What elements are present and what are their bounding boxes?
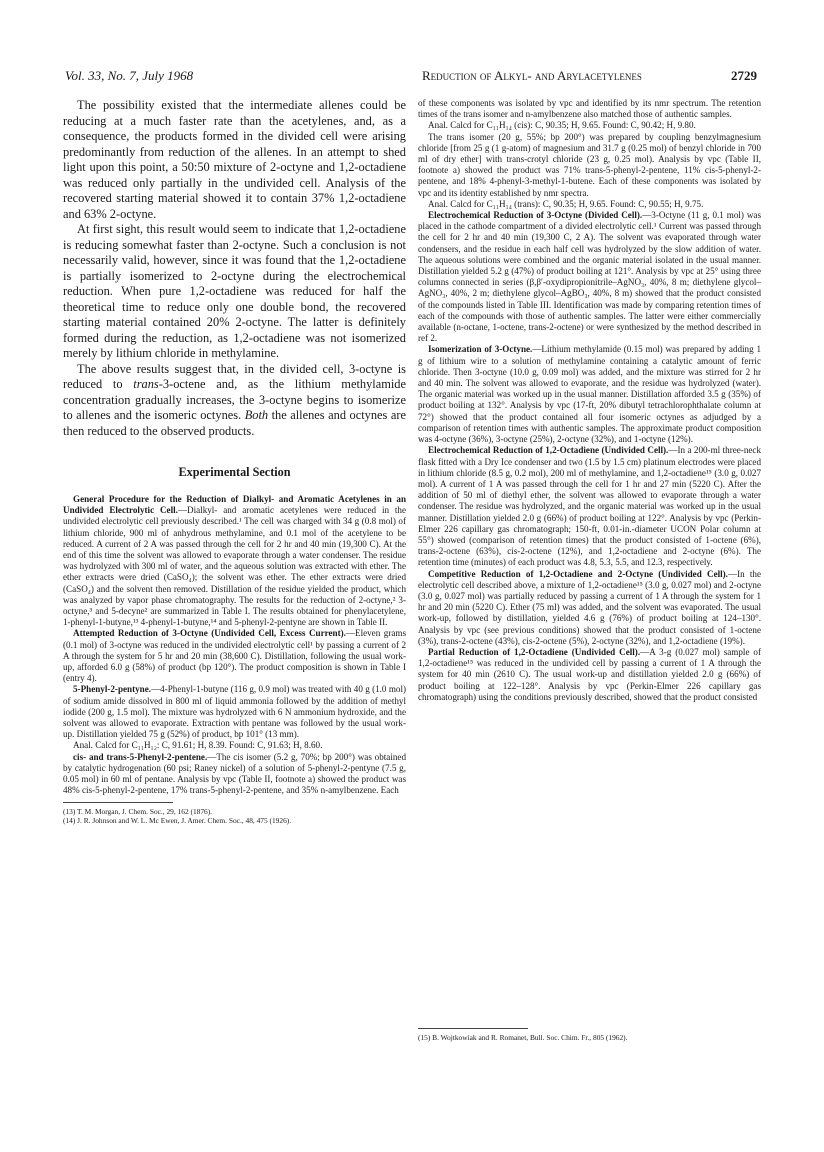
- paragraph: Electrochemical Reduction of 3-Octyne (Divided Cell).—3-Octyne (11 g, 0.1 mol) was placed in the cathode compartment of a divided electrolytic cell.¹ Current was passed through the cell for 2 hr and 40 min (19,300 C, 2 A). The solvent was evaporated through water condensers, and the residue in each half cell was hydrolyzed by the slow addition of water. The aqueous solutions were combined and the organic material isolated in the usual manner. Distillation yielded 5.2 g (47%) of product boiling at 121°. Analysis by vpc at 25° using three columns connected in series (β,β′-oxydipropionitrile–AgNO₃, 40%, 8 m; diethylene glycol–AgNO₃, 40%, 2 m; diethylene glycol–AgBO₃, 40%, 8 m) showed that the product consisted of the compounds listed in Table III. Identification was made by comparing retention times of each of the compounds with those of authentic samples. The latter were either commercially available (n-octane, 1-octene, trans-2-octene) or were synthesized by the method described in ref 2.: [418, 210, 761, 344]
- experimental-text: [63, 494, 406, 796]
- analysis-line: Anal. Calcd for C₁₁H₁₄ (cis): C, 90.35; H, 9.65. Found: C, 90.42; H, 9.80.: [428, 120, 696, 131]
- paragraph: of these components was isolated by vpc and identified by its nmr spectrum. The retention times of the trans isomer and n-amylbenzene also matched those of authentic samples.: [418, 98, 761, 120]
- paragraph: Competitive Reduction of 1,2-Octadiene and 2-Octyne (Undivided Cell).—In the electrolytic cell described above, a mixture of 1,2-octadiene¹⁵ (3.0 g, 0.027 mol) and 2-octyne (3.0 g, 0.027 mol) was partially reduced by passing a current of 1 A through the system for 1 hr and 20 min (5220 C). Ether (75 ml) was added, and the solvent was evaporated. The usual work-up, followed by distillation, yielded 4.6 g (76%) of product boiling at 124–130°. Analysis by vpc (see previous conditions) showed that the product consisted of 1-octene (3%), trans-2-octene (43%), cis-2-octene (5%), 2-octyne (32%), and 1,2-octadiene (19%).: [418, 568, 761, 646]
- paragraph: Isomerization of 3-Octyne.—Lithium methylamide (0.15 mol) was prepared by adding 1 g of lithium wire to a solution of methylamine containing a catalytic amount of ferric chloride. Then 3-octyne (10.0 g, 0.09 mol) was added, and the mixture was stirred for 2 hr and 40 min. The solvent was allowed to evaporate, and the residue was hydrolyzed (water). The organic material was worked up in the usual manner. Distillation afforded 3.5 g (35%) of product boiling at 132°. Analysis by vpc (17-ft, 20% dibutyl tetrachlorophthalate column at 72°) showed that the product contained all four isomeric octynes as adjudged by a comparison of retention times with authentic samples. The approximate product composition was 4-octyne (36%), 3-octyne (25%), 2-octyne (32%), and 1-octyne (12%).: [418, 344, 761, 445]
- footnote: (15) B. Wojtkowiak and R. Romanet, Bull. Soc. Chim. Fr., 805 (1962).: [418, 1033, 628, 1042]
- analysis-line: Anal. Calcd for C₁₁H₁₄ (trans): C, 90.35; H, 9.65. Found: C, 90.55; H, 9.75.: [428, 198, 704, 209]
- left-column: [63, 98, 406, 825]
- paragraph: The possibility existed that the intermediate allenes could be reducing at a much faster rate than the acetylenes, and, as a consequence, the products formed in the divided cell were arising predominantly from reduction of the allenes. In an attempt to shed light upon this point, a 50:50 mixture of 2-octyne and 1,2-octadiene was reduced only partially in the undivided cell. Analysis of the recovered starting material showed it to contain 37% 1,2-octadiene and 63% 2-octyne.: [63, 98, 406, 221]
- running-header: [422, 68, 757, 84]
- right-footnote-area: [418, 1022, 761, 1042]
- running-title: Reduction of Alkyl- and Arylacetylenes: [422, 68, 642, 83]
- page-number: 2729: [731, 68, 757, 83]
- paragraph: cis- and trans-5-Phenyl-2-pentene.—The cis isomer (5.2 g, 70%; bp 200°) was obtained by catalytic hydrogenation (60 psi; Raney nickel) of a solution of 5-phenyl-2-pentyne (7.5 g, 0.05 mol) in 60 ml of pentane. Analysis by vpc (Table II, footnote a) showed the product was 48% cis-5-phenyl-2-pentene, 17% trans-5-phenyl-2-pentene, and 35% n-amylbenzene. Each: [63, 751, 406, 796]
- paragraph: 5-Phenyl-2-pentyne.—4-Phenyl-1-butyne (116 g, 0.9 mol) was treated with 40 g (1.0 mol) of sodium amide dissolved in 800 ml of liquid ammonia followed by the addition of methyl iodide (200 g, 1.5 mol). The mixture was hydrolyzed with 6 N ammonium hydroxide, and the solvent was allowed to evaporate. Extraction with pentane was followed by the usual work-up. Distillation yielded 75 g (52%) of product, bp 101° (13 mm).: [63, 684, 406, 740]
- paragraph: Electrochemical Reduction of 1,2-Octadiene (Undivided Cell).—In a 200-ml three-neck flask fitted with a Dry Ice condenser and two (1.5 by 1.5 cm) platinum electrodes were placed in lithium chloride (8.5 g, 0.2 mol), 200 ml of methylamine, and 1,2-octadiene¹⁵ (3.0 g, 0.027 mol). A current of 1 A was passed through the cell for 1 hr and 27 min (5220 C). After the addition of 50 ml of diethyl ether, the solvent was allowed to evaporate through a water condenser. The residue was hydrolyzed, and the organic material was worked up in the usual manner. Distillation yielded 2.0 g (66%) of product boiling at 122°. Analysis by vpc (Perkin-Elmer 226 capillary gas chromatograph; 150-ft, 0.01-in.-diameter UCON Polar column at 55°) showed (comparison of retention times) that the product consisted of 1-octene (6%), trans-2-octene (63%), cis-2-octene (12%), and 1,2-octadiene and 2-octyne (6%). The retention time (minutes) of each product was 4.8, 5.3, 5.5, and 12.3, respectively.: [418, 445, 761, 568]
- analysis-line: Anal. Calcd for C₁₁H₁₂: C, 91.61; H, 8.39. Found: C, 91.63; H, 8.60.: [73, 740, 323, 751]
- paragraph: Partial Reduction of 1,2-Octadiene (Undivided Cell).—A 3-g (0.027 mol) sample of 1,2-octadiene¹⁵ was reduced in the undivided cell by passing a current of 1 A through the system for 40 min (2610 C). The usual work-up and distillation yielded 2.0 g (66%) of product boiling at 122–128°. Analysis by vpc (Perkin-Elmer 226 capillary gas chromatograph) using the conditions previously described, showed that the product consisted: [418, 646, 761, 702]
- paragraph: At first sight, this result would seem to indicate that 1,2-octadiene is reducing somewhat faster than 2-octyne. Such a conclusion is not necessarily valid, however, since it was found that the 1,2-octadiene is partially isomerized to 2-octyne during the electrochemical reduction. When pure 1,2-octadiene was reduced for half the theoretical time to reduce only one double bond, the recovered starting material contained 20% 2-octyne. The latter is definitely formed during the reduction, as 1,2-octadiene was not isomerized merely by lithium chloride in methylamine.: [63, 222, 406, 360]
- paragraph: The above results suggest that, in the divided cell, 3-octyne is reduced to trans-3-octene and, as the lithium methylamide concentration gradually increases, the 3-octyne begins to isomerize to allenes and the isomeric octynes. Both the allenes and octynes are then reduced to the observed products.: [63, 361, 406, 438]
- footnotes: [418, 1033, 761, 1042]
- paragraph: Attempted Reduction of 3-Octyne (Undivided Cell, Excess Current).—Eleven grams (0.1 mol) of 3-octyne was reduced in the undivided electrolytic cell¹ by passing a current of 2 A through the system for 5 hr and 20 min (38,600 C). Distillation, following the usual work-up, afforded 6.0 g (58%) of product (bp 120°). The product composition is shown in Table I (entry 4).: [63, 628, 406, 684]
- volume-header: Vol. 33, No. 7, July 1968: [65, 68, 194, 83]
- footnote-rule: [418, 1028, 528, 1029]
- footnote: (13) T. M. Morgan, J. Chem. Soc., 29, 162 (1876).: [63, 807, 213, 817]
- footnote: (14) J. R. Johnson and W. L. Mc Ewen, J. Amer. Chem. Soc., 48, 475 (1926).: [63, 816, 292, 826]
- paragraph: The trans isomer (20 g, 55%; bp 200°) was prepared by coupling benzylmagnesium chloride [from 25 g (1 g-atom) of magnesium and 31.7 g (0.25 mol) of benzyl chloride in 700 ml of dry ether] with trans-crotyl chloride (23 g, 0.25 mol). Analysis by vpc (Table II, footnote a) showed the product was 71% trans-5-phenyl-2-pentene, 11% cis-5-phenyl-2-pentene, and 18% 4-phenyl-3-methyl-1-butene. Each of these components was isolated by vpc and its identity established by nmr spectra.: [418, 131, 761, 198]
- footnote-rule: [63, 802, 173, 803]
- section-heading: Experimental Section: [178, 465, 291, 479]
- discussion-text: [63, 98, 406, 439]
- right-column: [418, 98, 761, 703]
- paragraph: General Procedure for the Reduction of Dialkyl- and Aromatic Acetylenes in an Undivided Electrolytic Cell.—Dialkyl- and aromatic acetylenes were reduced in the undivided electrolytic cell previously described.¹ The cell was charged with 34 g (0.8 mol) of lithium chloride, 900 ml of anhydrous methylamine, and 0.1 mol of the acetylene to be reduced. A current of 2 A was passed through the cell for 2 hr and 40 min (19,300 C). At the end of this time the solvent was allowed to evaporate through a water condenser. The residue was hydrolyzed with 300 ml of water, and the aqueous solution was extracted with ether. The ether extracts were dried (CaSO₄); the solvent was ether. The ether extracts were dried (CaSO₄) and the solvent then removed. Distillation of the residue yielded the product, which was analyzed by vapor phase chromatography. The results for the reduction of 2-octyne,² 3-octyne,³ and 5-decyne² are summarized in Table I. The results obtained for phenylacetylene, 1-phenyl-1-butyne,¹³ 4-phenyl-1-butyne,¹⁴ and 5-phenyl-2-pentyne are shown in Table II.: [63, 494, 407, 628]
- footnotes: [63, 807, 406, 825]
